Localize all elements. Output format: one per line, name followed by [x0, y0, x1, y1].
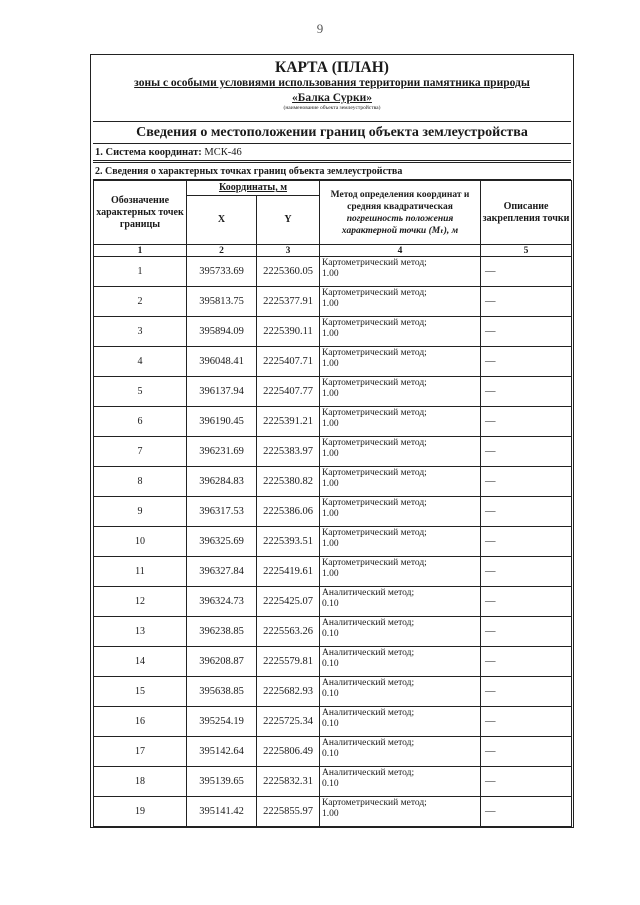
header-description: Описание закрепления точки	[481, 181, 572, 245]
method-cell	[320, 347, 481, 377]
header-point-designation: Обозначение характерных точек границы	[94, 181, 187, 245]
point-description: —	[481, 797, 572, 827]
point-number: 19	[94, 797, 187, 827]
coord-x: 395813.75	[187, 287, 257, 317]
point-number: 2	[94, 287, 187, 317]
table-row	[94, 467, 572, 497]
point-description: —	[481, 707, 572, 737]
method-name: Картометрический метод;	[322, 348, 427, 358]
point-description: —	[481, 767, 572, 797]
point-number: 6	[94, 407, 187, 437]
method-cell	[320, 497, 481, 527]
method-accuracy: 0.10	[322, 689, 339, 699]
point-number: 8	[94, 467, 187, 497]
method-accuracy: 1.00	[322, 479, 339, 489]
coord-x: 395139.65	[187, 767, 257, 797]
method-name: Аналитический метод;	[322, 768, 415, 778]
document-subtitle: зоны с особыми условиями использования территории памятника природы	[134, 77, 530, 89]
coord-x: 395733.69	[187, 257, 257, 287]
coord-y: 2225390.11	[257, 317, 320, 347]
coord-x: 396190.45	[187, 407, 257, 437]
method-accuracy: 0.10	[322, 749, 339, 759]
method-cell	[320, 617, 481, 647]
method-cell	[320, 587, 481, 617]
page-number: 9	[316, 21, 324, 36]
table-row	[94, 767, 572, 797]
coord-y: 2225855.97	[257, 797, 320, 827]
coord-x: 395254.19	[187, 707, 257, 737]
coord-y: 2225407.71	[257, 347, 320, 377]
coord-y: 2225419.61	[257, 557, 320, 587]
document-title: КАРТА (ПЛАН)	[275, 59, 389, 76]
coord-system-label: 1. Система координат:	[95, 147, 202, 158]
coord-x: 396327.84	[187, 557, 257, 587]
table-row	[94, 797, 572, 827]
method-accuracy: 1.00	[322, 809, 339, 819]
method-accuracy: 0.10	[322, 599, 339, 609]
point-description: —	[481, 647, 572, 677]
point-description: —	[481, 557, 572, 587]
method-name: Картометрический метод;	[322, 558, 427, 568]
coord-x: 396208.87	[187, 647, 257, 677]
coord-system-value: МСК-46	[204, 147, 242, 158]
point-description: —	[481, 587, 572, 617]
table-row	[94, 317, 572, 347]
coord-x: 396284.83	[187, 467, 257, 497]
method-name: Аналитический метод;	[322, 738, 415, 748]
point-number: 7	[94, 437, 187, 467]
point-number: 1	[94, 257, 187, 287]
point-description: —	[481, 497, 572, 527]
point-number: 12	[94, 587, 187, 617]
coord-x: 396325.69	[187, 527, 257, 557]
table-row	[94, 347, 572, 377]
method-name: Картометрический метод;	[322, 798, 427, 808]
method-accuracy: 1.00	[322, 419, 339, 429]
method-name: Аналитический метод;	[322, 708, 415, 718]
coord-y: 2225563.26	[257, 617, 320, 647]
column-number: 3	[257, 245, 320, 257]
table-row	[94, 497, 572, 527]
method-cell	[320, 407, 481, 437]
table-row	[94, 557, 572, 587]
table-row	[94, 677, 572, 707]
header-method-line2: погрешность положения характерной точки (Mₜ), м	[341, 213, 459, 236]
method-name: Картометрический метод;	[322, 258, 427, 268]
method-cell	[320, 287, 481, 317]
column-numbers-row	[94, 245, 572, 257]
method-cell	[320, 707, 481, 737]
object-name: «Балка Сурки»	[292, 92, 372, 104]
method-cell	[320, 467, 481, 497]
method-cell	[320, 257, 481, 287]
document-body	[93, 57, 571, 827]
point-number: 15	[94, 677, 187, 707]
method-accuracy: 1.00	[322, 299, 339, 309]
section-title: Сведения о местоположении границ объекта землеустройства	[93, 122, 571, 144]
point-description: —	[481, 317, 572, 347]
coord-y: 2225725.34	[257, 707, 320, 737]
method-accuracy: 0.10	[322, 629, 339, 639]
method-accuracy: 0.10	[322, 779, 339, 789]
coord-x: 395894.09	[187, 317, 257, 347]
coord-x: 395638.85	[187, 677, 257, 707]
point-description: —	[481, 257, 572, 287]
point-number: 4	[94, 347, 187, 377]
method-accuracy: 0.10	[322, 719, 339, 729]
point-description: —	[481, 437, 572, 467]
point-description: —	[481, 467, 572, 497]
method-accuracy: 1.00	[322, 569, 339, 579]
point-description: —	[481, 377, 572, 407]
point-description: —	[481, 737, 572, 767]
header-y: Y	[257, 196, 320, 245]
coord-y: 2225391.21	[257, 407, 320, 437]
method-cell	[320, 557, 481, 587]
method-accuracy: 1.00	[322, 509, 339, 519]
method-name: Картометрический метод;	[322, 288, 427, 298]
method-cell	[320, 677, 481, 707]
method-cell	[320, 647, 481, 677]
method-cell	[320, 527, 481, 557]
coord-y: 2225383.97	[257, 437, 320, 467]
point-description: —	[481, 677, 572, 707]
coord-y: 2225386.06	[257, 497, 320, 527]
method-accuracy: 1.00	[322, 329, 339, 339]
table-row	[94, 587, 572, 617]
column-number: 4	[320, 245, 481, 257]
method-name: Картометрический метод;	[322, 498, 427, 508]
object-name-caption: (наименование объекта землеустройства)	[283, 105, 381, 111]
coord-x: 395142.64	[187, 737, 257, 767]
point-description: —	[481, 617, 572, 647]
coord-y: 2225407.77	[257, 377, 320, 407]
method-cell	[320, 437, 481, 467]
table-row	[94, 737, 572, 767]
point-number: 18	[94, 767, 187, 797]
method-accuracy: 0.10	[322, 659, 339, 669]
column-number: 2	[187, 245, 257, 257]
title-block	[93, 57, 571, 122]
point-number: 3	[94, 317, 187, 347]
table-row	[94, 287, 572, 317]
method-accuracy: 1.00	[322, 359, 339, 369]
coord-y: 2225832.31	[257, 767, 320, 797]
table-row	[94, 407, 572, 437]
point-number: 5	[94, 377, 187, 407]
method-accuracy: 1.00	[322, 389, 339, 399]
points-table	[93, 180, 572, 827]
table-row	[94, 647, 572, 677]
method-cell	[320, 737, 481, 767]
method-name: Картометрический метод;	[322, 408, 427, 418]
coord-x: 396238.85	[187, 617, 257, 647]
point-number: 16	[94, 707, 187, 737]
method-name: Аналитический метод;	[322, 678, 415, 688]
coord-y: 2225393.51	[257, 527, 320, 557]
point-number: 13	[94, 617, 187, 647]
method-name: Аналитический метод;	[322, 648, 415, 658]
table-row	[94, 707, 572, 737]
coord-x: 396317.53	[187, 497, 257, 527]
table-row	[94, 617, 572, 647]
coord-y: 2225377.91	[257, 287, 320, 317]
method-name: Аналитический метод;	[322, 588, 415, 598]
method-name: Картометрический метод;	[322, 468, 427, 478]
table-row	[94, 257, 572, 287]
coord-system-row	[93, 144, 571, 161]
point-number: 11	[94, 557, 187, 587]
points-section-title: 2. Сведения о характерных точках границ объекта землеустройства	[93, 163, 571, 180]
method-accuracy: 1.00	[322, 449, 339, 459]
method-cell	[320, 767, 481, 797]
point-number: 9	[94, 497, 187, 527]
coord-x: 395141.42	[187, 797, 257, 827]
header-x: X	[187, 196, 257, 245]
coord-y: 2225682.93	[257, 677, 320, 707]
table-row	[94, 437, 572, 467]
coord-x: 396231.69	[187, 437, 257, 467]
table-row	[94, 377, 572, 407]
method-name: Картометрический метод;	[322, 438, 427, 448]
point-number: 17	[94, 737, 187, 767]
method-cell	[320, 317, 481, 347]
coord-y: 2225806.49	[257, 737, 320, 767]
coord-x: 396048.41	[187, 347, 257, 377]
table-row	[94, 527, 572, 557]
method-cell	[320, 377, 481, 407]
point-description: —	[481, 287, 572, 317]
method-name: Картометрический метод;	[322, 378, 427, 388]
column-number: 5	[481, 245, 572, 257]
point-description: —	[481, 347, 572, 377]
method-name: Картометрический метод;	[322, 528, 427, 538]
point-description: —	[481, 407, 572, 437]
header-method-line1: Метод определения координат и средняя квадратическая	[330, 189, 470, 212]
point-number: 14	[94, 647, 187, 677]
method-name: Картометрический метод;	[322, 318, 427, 328]
column-number: 1	[94, 245, 187, 257]
method-accuracy: 1.00	[322, 269, 339, 279]
point-number: 10	[94, 527, 187, 557]
coord-y: 2225360.05	[257, 257, 320, 287]
coord-x: 396137.94	[187, 377, 257, 407]
method-name: Аналитический метод;	[322, 618, 415, 628]
header-coordinates: Координаты, м	[187, 181, 320, 196]
header-method	[320, 181, 481, 245]
coord-y: 2225579.81	[257, 647, 320, 677]
method-accuracy: 1.00	[322, 539, 339, 549]
coord-x: 396324.73	[187, 587, 257, 617]
coord-y: 2225380.82	[257, 467, 320, 497]
coord-y: 2225425.07	[257, 587, 320, 617]
method-cell	[320, 797, 481, 827]
point-description: —	[481, 527, 572, 557]
